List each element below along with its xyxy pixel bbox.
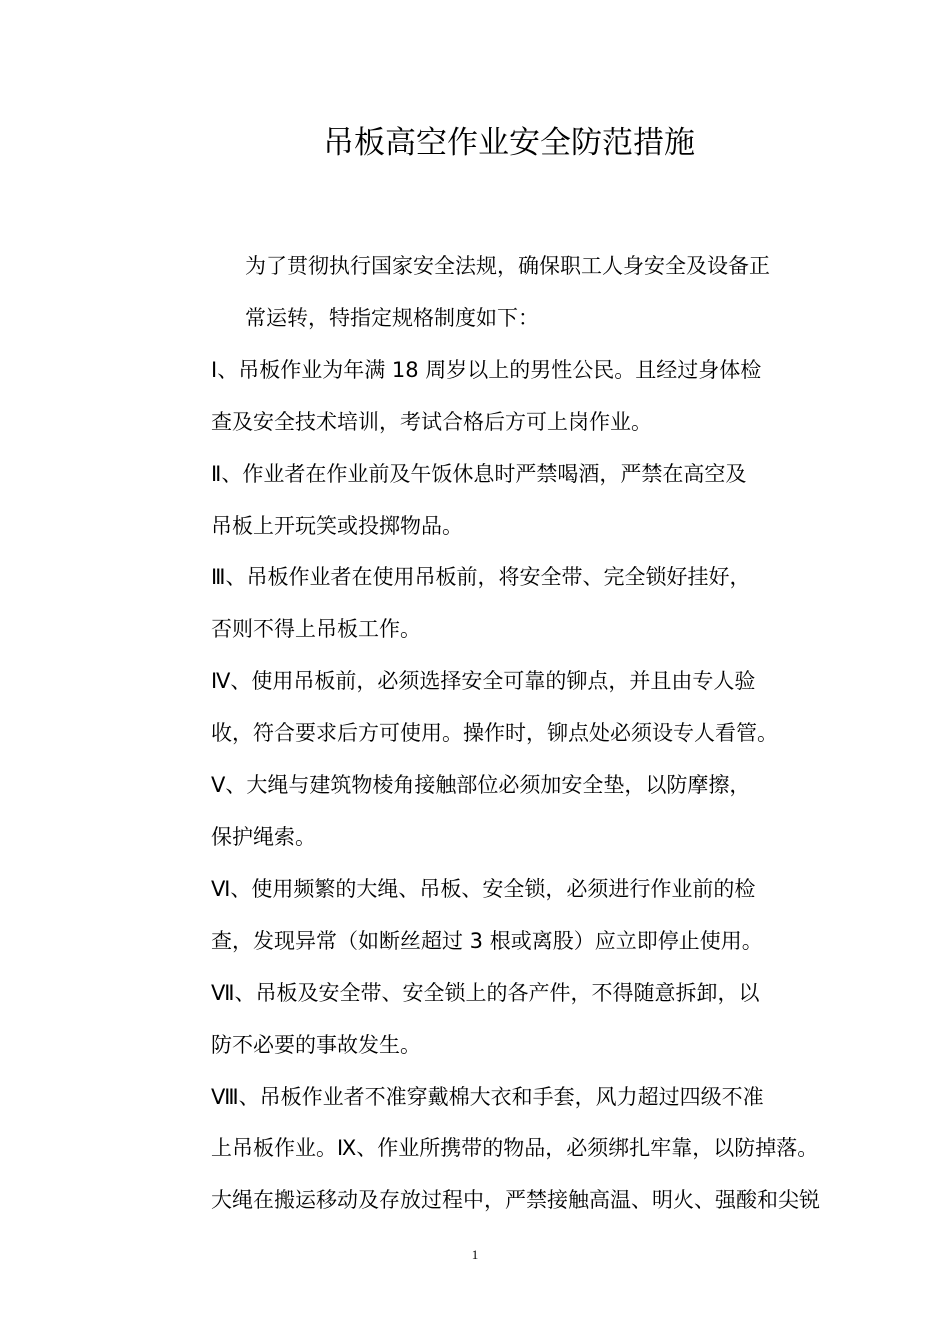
paragraph-item-2 — [145, 449, 810, 553]
paragraph-line: 保护绳索。 — [211, 824, 316, 849]
paragraph-line: 查，发现异常（如断丝超过 3 根或离股）应立即停止使用。 — [211, 928, 763, 953]
paragraph-line: Ⅱ、作业者在作业前及午饭休息时严禁喝酒，严禁在高空及 — [211, 461, 747, 486]
page-number: 1 — [471, 1247, 479, 1262]
paragraph-line: 收，符合要求后方可使用。操作时，铆点处必须设专人看管。 — [211, 721, 778, 746]
paragraph-line: 防不必要的事故发生。 — [211, 1032, 421, 1057]
paragraph-item-5 — [145, 760, 810, 864]
paragraph-line: 吊板上开玩笑或投掷物品。 — [211, 513, 463, 538]
paragraph-item-8 — [145, 1072, 820, 1228]
paragraph-item-6 — [145, 864, 810, 968]
paragraph-line: Ⅳ、使用吊板前，必须选择安全可靠的铆点，并且由专人验 — [211, 669, 756, 694]
paragraph-line: 大绳在搬运移动及存放过程中，严禁接触高温、明火、强酸和尖锐 — [211, 1188, 820, 1213]
paragraph-line: 常运转，特指定规格制度如下： — [245, 305, 539, 330]
paragraph-line: Ⅷ、吊板作业者不准穿戴棉大衣和手套，风力超过四级不准 — [211, 1084, 764, 1109]
paragraph-item-1 — [145, 345, 810, 449]
paragraph-item-3 — [145, 552, 810, 656]
paragraph-line: Ⅵ、使用频繁的大绳、吊板、安全锁，必须进行作业前的检 — [211, 876, 756, 901]
paragraph-line: 查及安全技术培训，考试合格后方可上岗作业。 — [211, 409, 652, 434]
paragraph-line: Ⅴ、大绳与建筑物棱角接触部位必须加安全垫，以防摩擦， — [211, 773, 751, 798]
paragraph-line: Ⅶ、吊板及安全带、安全锁上的各产件，不得随意拆卸，以 — [211, 980, 760, 1005]
paragraph-line: Ⅰ、吊板作业为年满 18 周岁以上的男性公民。且经过身体检 — [211, 357, 762, 382]
paragraph-item-4 — [145, 656, 810, 760]
paragraph-line: 上吊板作业。Ⅸ、作业所携带的物品，必须绑扎牢靠，以防掉落。 — [211, 1136, 819, 1161]
document-body — [145, 241, 820, 1227]
paragraph-intro — [145, 241, 810, 345]
paragraph-line: Ⅲ、吊板作业者在使用吊板前，将安全带、完全锁好挂好， — [211, 565, 751, 590]
paragraph-line: 为了贯彻执行国家安全法规，确保职工人身安全及设备正 — [245, 254, 770, 278]
page-title: 吊板高空作业安全防范措施 — [323, 125, 695, 161]
paragraph-line: 否则不得上吊板工作。 — [211, 617, 421, 642]
paragraph-item-7 — [145, 968, 810, 1072]
